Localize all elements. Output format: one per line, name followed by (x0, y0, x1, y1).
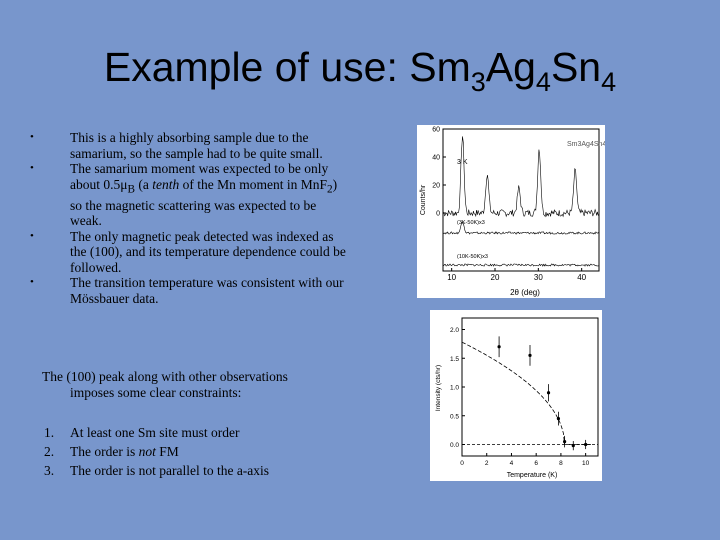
constraints-intro (42, 369, 352, 400)
y-tick-label: 1.0 (449, 384, 459, 392)
bullet-item (28, 275, 348, 306)
constraint-item (44, 442, 344, 461)
title-text: Sn (550, 44, 602, 90)
temperature-chart (430, 310, 602, 481)
bullet-text: (a (135, 176, 153, 192)
bullet-text: ) so the magnetic scattering was expected to be weak. (70, 176, 338, 229)
bullet-text: The only magnetic peak detected was indexed as the (100), and its temperature dependence could be followed. (70, 228, 346, 275)
constraints-list (44, 423, 344, 480)
x-tick-label: 6 (534, 460, 538, 467)
bullet-item (28, 229, 348, 276)
y-tick-label: 0 (436, 210, 440, 218)
y-tick-label: 0.5 (449, 413, 459, 421)
x-tick-label: 10 (582, 460, 590, 467)
plot-frame (462, 318, 598, 456)
bullet-marker: • (30, 229, 34, 242)
bullet-marker: • (30, 131, 34, 143)
series-line (443, 136, 599, 216)
fit-curve (462, 342, 592, 444)
y-axis-label: Counts/hr (420, 184, 427, 216)
y-axis-label: Intensity (cts/hr) (435, 364, 442, 412)
y-tick-label: 1.5 (449, 355, 459, 363)
trace-annotation: (10K-50K)x3 (457, 254, 488, 260)
bullet-marker: • (30, 162, 34, 174)
bullet-item (28, 130, 348, 161)
constraint-number: 1. (44, 425, 55, 440)
title-subscript: 4 (535, 67, 551, 97)
bullet-text: The transition temperature was consistent with our Mössbauer data. (70, 275, 344, 306)
bullet-text: The samarium moment was expected to be only about 0.5μ (70, 161, 329, 192)
data-point (584, 443, 587, 446)
constraint-text: The order is not parallel to the a-axis (70, 463, 270, 478)
y-tick-label: 20 (432, 182, 440, 190)
bullet-marker: • (30, 276, 34, 289)
constraint-item (44, 461, 344, 480)
data-point (563, 440, 566, 443)
chart-title: Sm3Ag4Sn4 (567, 141, 605, 148)
x-axis-label: Temperature (K) (506, 472, 558, 479)
constraint-text: The order is (70, 444, 139, 459)
constraint-number: 2. (44, 444, 55, 459)
x-tick-label: 30 (533, 273, 543, 282)
y-tick-label: 0.0 (449, 442, 459, 449)
x-tick-label: 2 (484, 460, 489, 467)
slide-title (0, 44, 720, 97)
x-tick-label: 0 (460, 460, 464, 467)
constraint-number: 3. (44, 463, 55, 478)
constraint-text: FM (155, 444, 179, 459)
bullet-item (28, 161, 348, 229)
temperature-figure (430, 310, 602, 481)
bullet-subscript: B (127, 183, 135, 196)
diffraction-chart (417, 125, 605, 298)
x-tick-label: 20 (490, 273, 500, 282)
constraint-emphasis: not (138, 444, 156, 459)
data-point (557, 417, 560, 420)
title-text: Ag (485, 44, 536, 90)
data-point (497, 345, 500, 348)
x-tick-label: 40 (577, 273, 587, 282)
constraint-text: At least one Sm site must order (70, 425, 240, 440)
paragraph-line: The (100) peak along with other observations (42, 369, 288, 384)
constraint-item (44, 423, 344, 442)
data-point (547, 391, 550, 394)
paragraph-line: imposes some clear constraints: (70, 384, 242, 400)
bullet-subscript: 2 (327, 183, 333, 196)
y-tick-label: 60 (432, 126, 440, 134)
x-tick-label: 10 (447, 273, 457, 282)
x-axis-label: 2θ (deg) (510, 288, 540, 297)
plot-frame (443, 129, 599, 271)
x-tick-label: 8 (559, 460, 563, 467)
title-text: Example of use: Sm (103, 44, 471, 90)
bullet-list (28, 130, 348, 306)
data-point (572, 444, 575, 447)
title-subscript: 3 (470, 67, 486, 97)
x-tick-label: 4 (509, 460, 514, 467)
bullet-text: of the Mn moment in MnF (179, 176, 327, 192)
series-line (443, 264, 599, 266)
title-subscript: 4 (601, 67, 617, 97)
bullet-emphasis: tenth (152, 176, 180, 192)
trace-annotation: (3K-50K)x3 (457, 220, 485, 226)
data-point (528, 354, 531, 357)
diffraction-figure (417, 125, 605, 298)
y-tick-label: 40 (432, 154, 440, 162)
bullet-text: This is a highly absorbing sample due to the samarium, so the sample had to be quite small. (70, 130, 323, 161)
trace-annotation: 3 K (457, 159, 468, 166)
y-tick-label: 2.0 (449, 327, 459, 334)
